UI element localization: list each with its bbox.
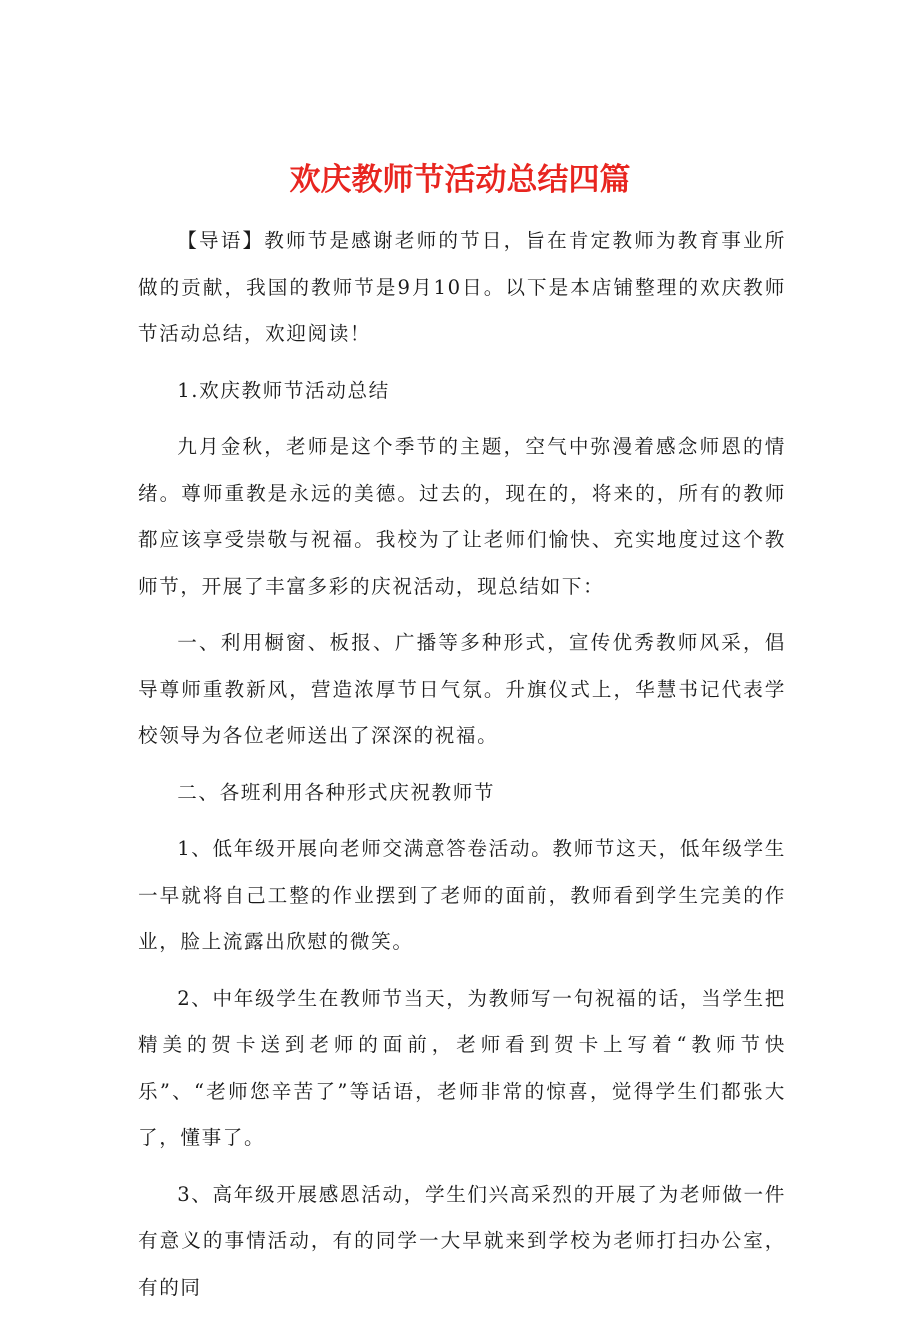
paragraph: 一、利用橱窗、板报、广播等多种形式，宣传优秀教师风采，倡导尊师重教新风，营造浓厚节日气氛。升旗仪式上，华慧书记代表学校领导为各位老师送出了深深的祝福。 bbox=[138, 631, 786, 747]
paragraph: 九月金秋，老师是这个季节的主题，空气中弥漫着感念师恩的情绪。尊师重教是永远的美德。过去的，现在的，将来的，所有的教师都应该享受崇敬与祝福。我校为了让老师们愉快、充实地度过这个教师节，开展了丰富多彩的庆祝活动，现总结如下： bbox=[138, 435, 786, 598]
paragraph: 3、高年级开展感恩活动，学生们兴高采烈的开展了为老师做一件有意义的事情活动，有的同学一大早就来到学校为老师打扫办公室，有的同 bbox=[138, 1182, 786, 1299]
paragraph: 1、低年级开展向老师交满意答卷活动。教师节这天，低年级学生一早就将自己工整的作业摆到了老师的面前，教师看到学生完美的作业，脸上流露出欣慰的微笑。 bbox=[138, 837, 786, 953]
section-heading-1: 1.欢庆教师节活动总结 bbox=[177, 378, 390, 402]
section-heading-2: 二、各班利用各种形式庆祝教师节 bbox=[177, 780, 496, 804]
document-body bbox=[138, 218, 786, 1321]
document-title: 欢庆教师节活动总结四篇 bbox=[289, 162, 631, 198]
paragraph: 2、中年级学生在教师节当天，为教师写一句祝福的话，当学生把精美的贺卡送到老师的面前，老师看到贺卡上写着“教师节快乐”、“老师您辛苦了”等话语，老师非常的惊喜，觉得学生们都张大了，懂事了。 bbox=[138, 986, 786, 1149]
paragraph-intro: 【导语】教师节是感谢老师的节日，旨在肯定教师为教育事业所做的贡献，我国的教师节是9月10日。以下是本店铺整理的欢庆教师节活动总结，欢迎阅读！ bbox=[138, 229, 786, 345]
